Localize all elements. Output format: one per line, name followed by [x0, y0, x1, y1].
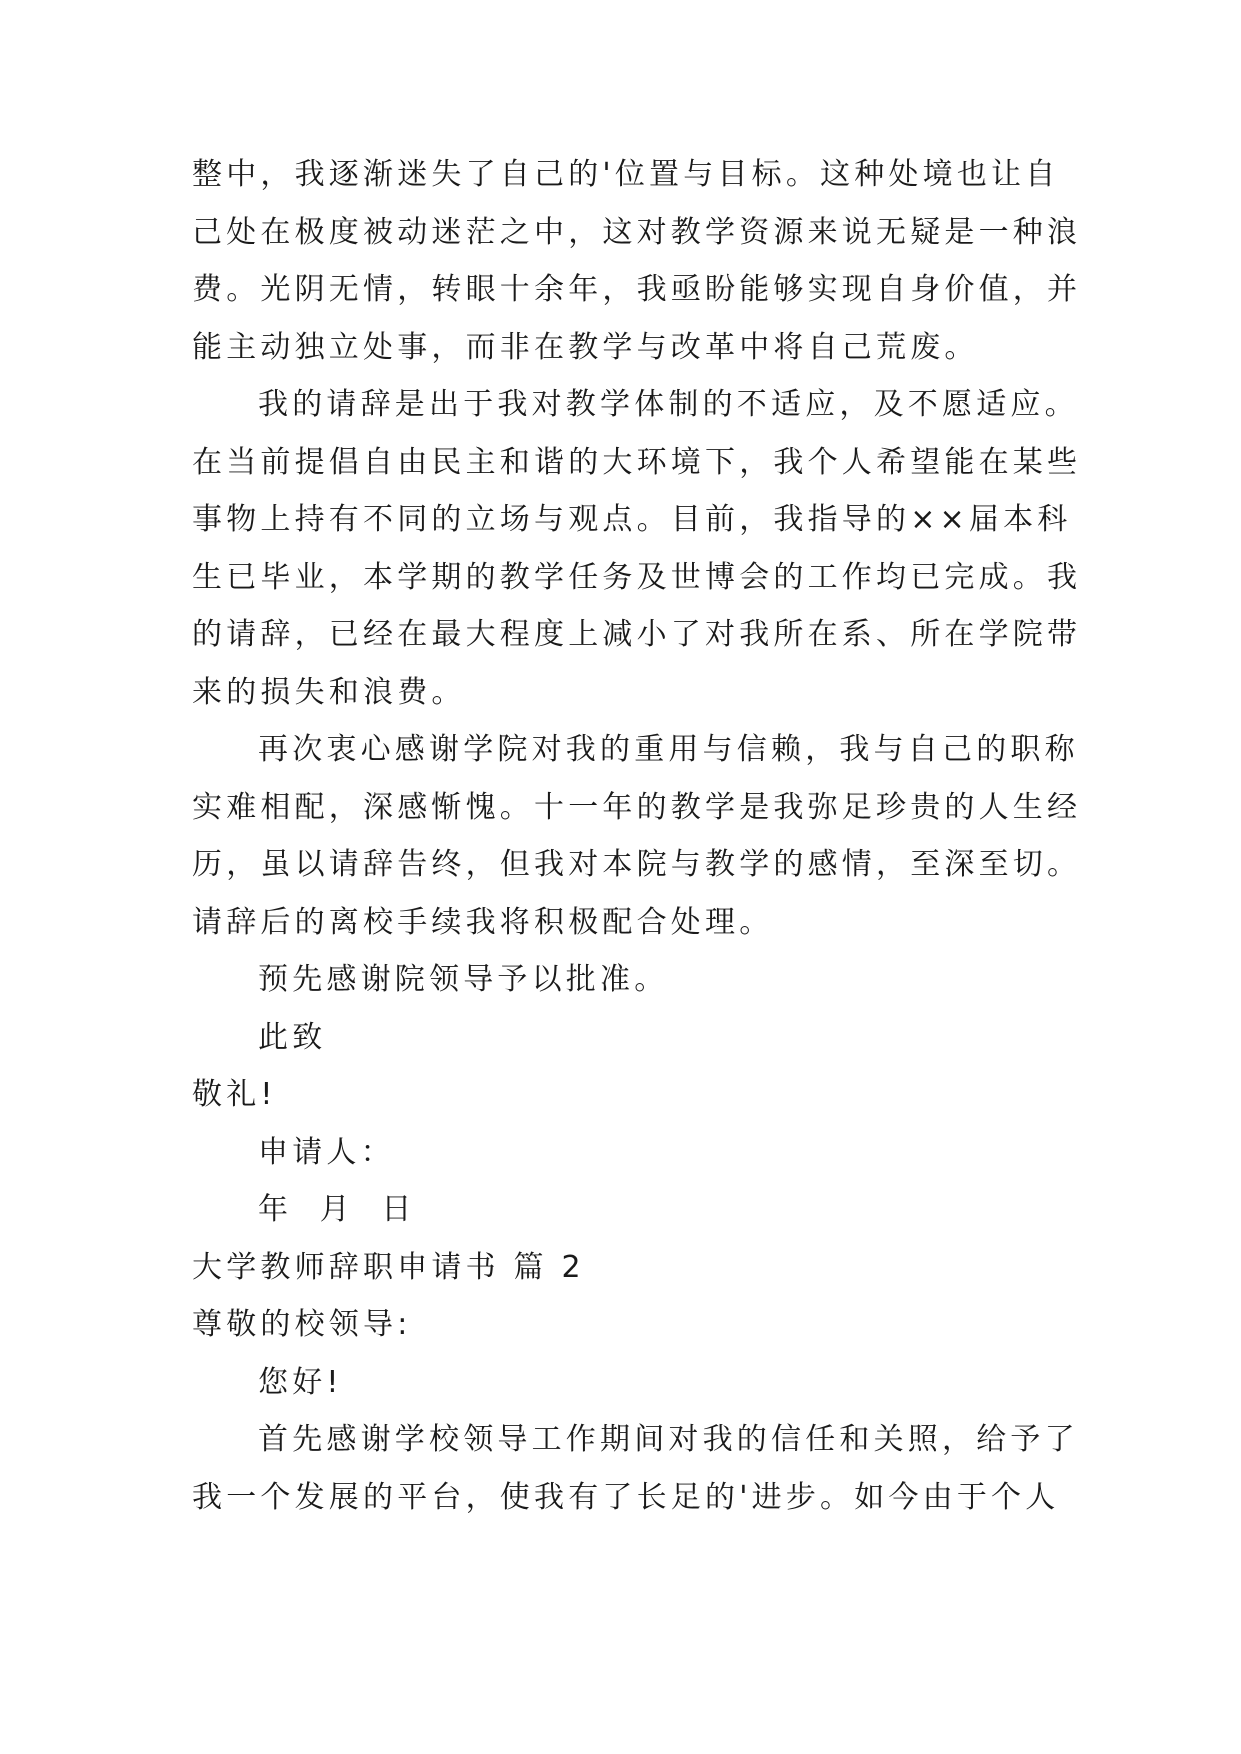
- text-line: 历，虽以请辞告终，但我对本院与教学的感情，至深至切。: [192, 847, 1082, 882]
- letter-hello: 您好!: [258, 1365, 343, 1400]
- paragraph-start-line: 预先感谢院领导予以批准。: [258, 962, 669, 997]
- text-line: 能主动独立处事，而非在教学与改革中将自己荒废。: [192, 330, 979, 365]
- text-line: 我一个发展的平台，使我有了长足的'进步。如今由于个人: [192, 1480, 1060, 1515]
- text-line: 请辞后的离校手续我将积极配合处理。: [192, 905, 774, 940]
- paragraph-start-line: 再次衷心感谢学院对我的重用与信赖，我与自己的职称: [258, 732, 1079, 767]
- paragraph-start-line: 首先感谢学校领导工作期间对我的信任和关照，给予了: [258, 1422, 1079, 1457]
- text-line: 来的损失和浪费。: [192, 675, 466, 710]
- closing-salutation: 此致: [258, 1020, 327, 1055]
- text-line: 的请辞，已经在最大程度上减小了对我所在系、所在学院带: [192, 617, 1082, 652]
- text-line: 在当前提倡自由民主和谐的大环境下，我个人希望能在某些: [192, 445, 1082, 480]
- closing-regards: 敬礼!: [192, 1077, 277, 1112]
- text-line: 事物上持有不同的立场与观点。目前，我指导的××届本科: [192, 502, 1072, 537]
- paragraph-start-line: 我的请辞是出于我对教学体制的不适应，及不愿适应。: [258, 387, 1079, 422]
- text-line: 己处在极度被动迷茫之中，这对教学资源来说无疑是一种浪: [192, 215, 1082, 250]
- text-line: 实难相配，深感惭愧。十一年的教学是我弥足珍贵的人生经: [192, 790, 1082, 825]
- letter-greeting: 尊敬的校领导:: [192, 1307, 412, 1342]
- text-line: 整中，我逐渐迷失了自己的'位置与目标。这种处境也让自: [192, 157, 1060, 192]
- applicant-signature: 申请人：: [258, 1135, 395, 1170]
- date-line: 年 月 日: [258, 1192, 416, 1227]
- text-line: 生已毕业，本学期的教学任务及世博会的工作均已完成。我: [192, 560, 1082, 595]
- section-title: 大学教师辞职申请书 篇 2: [192, 1250, 585, 1285]
- text-line: 费。光阴无情，转眼十余年，我亟盼能够实现自身价值，并: [192, 272, 1082, 307]
